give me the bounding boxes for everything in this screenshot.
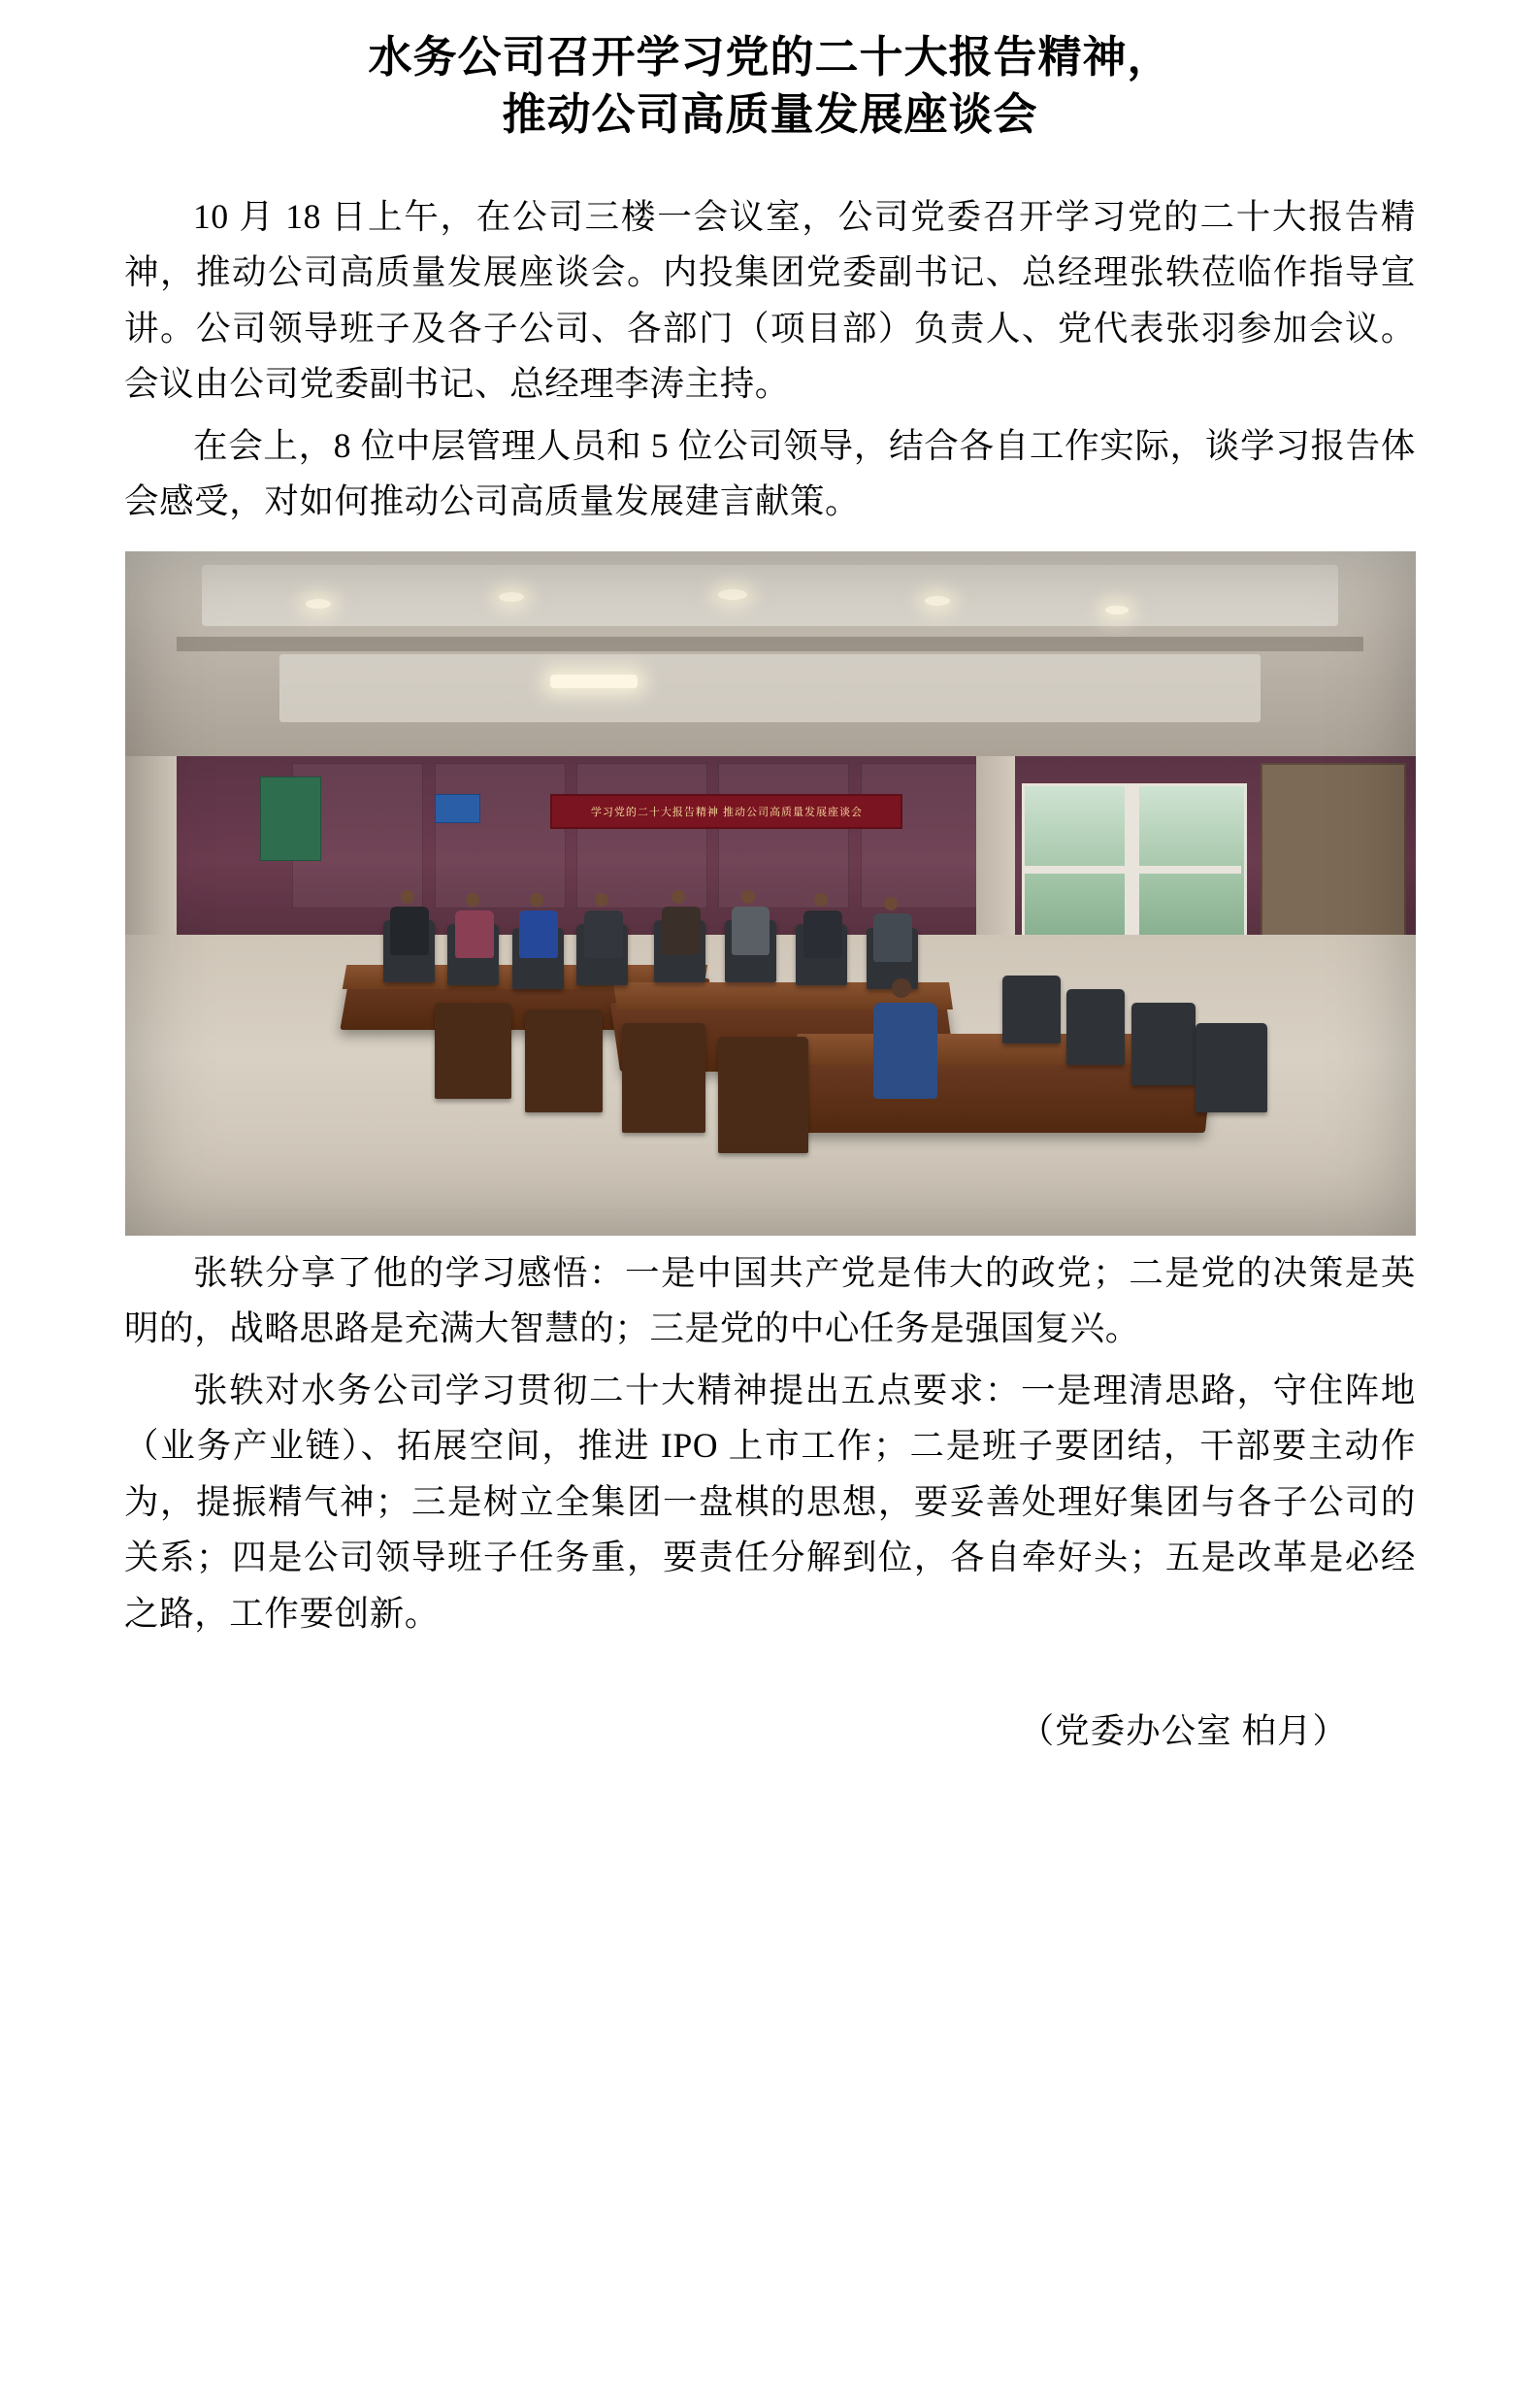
photo-person-head — [401, 890, 414, 904]
photo-person — [662, 907, 701, 954]
photo-person — [732, 907, 770, 954]
photo-ceiling-panel — [202, 565, 1337, 626]
photo-led-banner: 学习党的二十大报告精神 推动公司高质量发展座谈会 — [550, 794, 902, 829]
photo-chair-foreground — [622, 1023, 705, 1133]
paragraph-1: 10 月 18 日上午，在公司三楼一会议室，公司党委召开学习党的二十大报告精神，推动公司高质量发展座谈会。内投集团党委副书记、总经理张轶莅临作指导宣讲。公司领导班子及各子公司、各部门（项目部）负责人、党代表张羽参加会议。会议由公司党委副书记、总经理李涛主持。 — [124, 196, 1416, 404]
photo-chair — [1066, 989, 1125, 1065]
photo-person-head — [814, 893, 828, 907]
page-title — [124, 29, 1416, 145]
photo-person-head — [741, 890, 755, 904]
photo-person-head — [884, 897, 898, 910]
photo-person-head — [466, 893, 479, 907]
photo-ceiling-panel-inner — [279, 654, 1261, 723]
page-title-line-1: 水务公司召开学习党的二十大报告精神， — [368, 33, 1172, 82]
photo-person — [803, 910, 842, 958]
photo-window-mullion — [1022, 866, 1241, 874]
photo-ceiling-light — [306, 599, 331, 609]
photo-chair-foreground — [718, 1037, 808, 1153]
photo-person — [873, 913, 912, 961]
photo-wall-panel — [861, 763, 992, 909]
photo-ceiling-beam — [177, 637, 1364, 652]
page-title-line-2: 推动公司高质量发展座谈会 — [502, 90, 1038, 140]
photo-person — [584, 910, 623, 958]
photo-chair-foreground — [525, 1009, 603, 1112]
photo-ceiling-light — [718, 589, 747, 600]
body-top — [124, 189, 1416, 530]
photo-wall-panel — [576, 763, 707, 909]
photo-chair — [1131, 1003, 1196, 1085]
figure — [124, 551, 1416, 1236]
photo-person-foreground — [873, 1003, 938, 1099]
paragraph-4: 张轶对水务公司学习贯彻二十大精神提出五点要求：一是理清思路，守住阵地（业务产业链）、拓展空间，推进 IPO 上市工作；二是班子要团结，干部要主动作为，提振精气神；三是树立全集团一盘棋的思想，要妥善处理好集团与各子公司的关系；四是公司领导班子任务重，要责任分解到位，各自牵好头；五是改革是必经之路，工作要创新。 — [124, 1370, 1416, 1633]
photo-ceiling-light-bar — [550, 675, 638, 688]
photo-side-poster-green — [260, 777, 321, 861]
paragraph-3: 张轶分享了他的学习感悟：一是中国共产党是伟大的政党；二是党的决策是英明的，战略思路是充满大智慧的；三是党的中心任务是强国复兴。 — [124, 1252, 1416, 1348]
photo-person-head — [892, 978, 911, 998]
body-bottom — [124, 1245, 1416, 1642]
photo-chair-foreground — [435, 1003, 512, 1099]
photo-side-poster-blue — [435, 794, 480, 823]
photo-wall-panel — [718, 763, 849, 909]
photo-person — [455, 910, 494, 958]
photo-wall-panel — [435, 763, 566, 909]
photo-chair — [1196, 1023, 1266, 1112]
paragraph-2: 在会上，8 位中层管理人员和 5 位公司领导，结合各自工作实际，谈学习报告体会感受，对如何推动公司高质量发展建言献策。 — [124, 425, 1416, 521]
meeting-photo — [125, 551, 1416, 1236]
photo-person-head — [595, 893, 608, 907]
photo-chair — [1002, 976, 1061, 1044]
signature: （党委办公室 柏月） — [1019, 1711, 1348, 1751]
photo-ceiling-light — [925, 596, 950, 606]
photo-person — [390, 907, 429, 954]
photo-person — [519, 910, 558, 958]
